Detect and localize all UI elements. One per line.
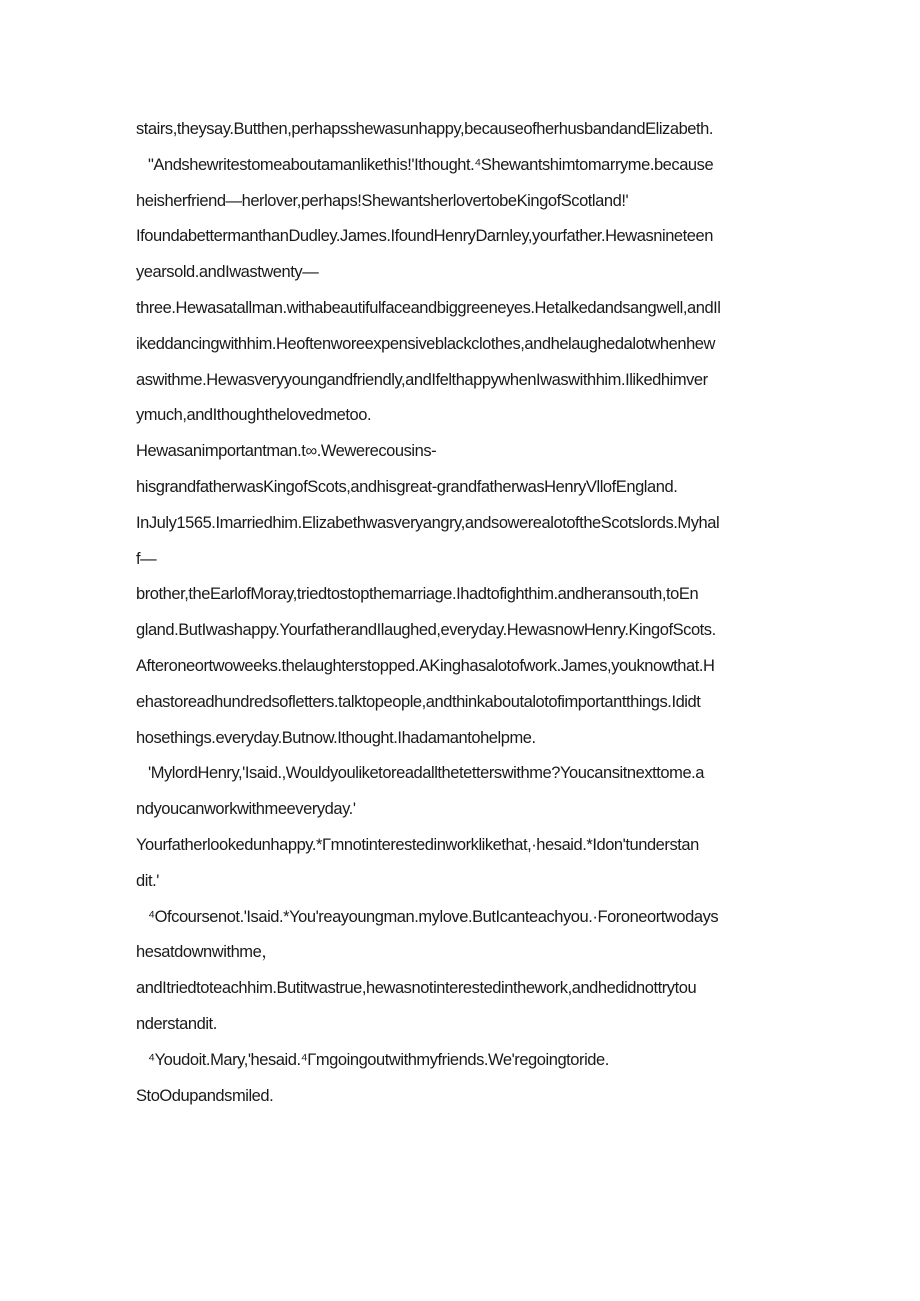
- text-line: f—: [136, 549, 157, 568]
- text-line: stairs,theysay.Butthen,perhapsshewasunhappy,becauseofherhusbandandElizabeth.: [136, 120, 714, 138]
- text-line: ymuch,andIthoughthelovedmetoo.: [136, 406, 372, 425]
- text-line: brother,theEarlofMoray,triedtostopthemarriage.Ihadtofighthim.andheransouth,toEn: [136, 585, 699, 604]
- text-line: hesatdownwithme，: [136, 943, 278, 962]
- text-line: IfoundabettermanthanDudley.James.IfoundHenryDarnley,yourfather.Hewasnineteen: [136, 227, 713, 246]
- text-line: hisgrandfatherwasKingofScots,andhisgreat-grandfatherwasHenryVllofEngland.: [136, 477, 678, 496]
- text-line: ⁴Youdoit.Mary,'hesaid.⁴Γmgoingoutwithmyfriends.We'regoingtoride.: [148, 1050, 609, 1069]
- text-line: InJuly1565.Imarriedhim.Elizabethwasveryangry,andsowerealotoftheScotslords.Myhal: [136, 513, 720, 532]
- text-line: three.Hewasatallman.withabeautifulfaceandbiggreeneyes.Hetalkedandsangwell,andIl: [136, 298, 721, 317]
- text-line: heisherfriend—herlover,perhaps!ShewantsherlovertobeKingofScotland!': [136, 191, 629, 210]
- text-line: hosethings.everyday.Butnow.Ithought.Ihadamantohelpme.: [136, 728, 536, 747]
- text-line: ⁴Ofcoursenot.'Isaid.*You'reayoungman.mylove.ButIcanteachyou.·Foroneortwodays: [148, 907, 719, 926]
- text-line: ndyoucanworkwithmeeveryday.': [136, 800, 356, 819]
- text-line: dit.': [136, 871, 159, 890]
- text-line: nderstandit.: [136, 1014, 217, 1033]
- text-line: aswithme.Hewasveryyoungandfriendly,andIfelthappywhenIwaswithhim.Ilikedhimver: [136, 370, 708, 389]
- text-line: ehastoreadhundredsofletters.talktopeople,andthinkaboutalotofimportantthings.Ididt: [136, 692, 701, 711]
- text-line: Yourfatherlookedunhappy.*Γmnotinterestedinworklikethat,·hesaid.*Idon'tunderstan: [136, 835, 699, 854]
- text-line: ikeddancingwithhim.Heoftenworeexpensiveblackclothes,andhelaughedalotwhenhew: [136, 334, 715, 353]
- body-text: [136, 112, 786, 1114]
- text-line: andItriedtoteachhim.Butitwastrue,hewasnotinterestedinthework,andhedidnottrytou: [136, 979, 697, 998]
- text-line: StoOdupandsmiled.: [136, 1086, 274, 1105]
- text-line: yearsold.andIwastwenty—: [136, 263, 319, 282]
- text-line: Afteroneortwoweeks.thelaughterstopped.AKinghasalotofwork.James,youknowthat.H: [136, 656, 715, 675]
- text-line: "Andshewritestomeaboutamanlikethis!'Ithought.⁴Shewantshimtomarryme.because: [148, 155, 714, 174]
- text-line: gland.ButIwashappy.YourfatherandIlaughed,everyday.HewasnowHenry.KingofScots.: [136, 621, 716, 640]
- text-line: 'MylordHenry,'Isaid.,Wouldyouliketoreadallthetetterswithme?Youcansitnexttome.a: [148, 764, 705, 783]
- text-line: Hewasanimportantman.t∞.Wewerecousins-: [136, 442, 437, 461]
